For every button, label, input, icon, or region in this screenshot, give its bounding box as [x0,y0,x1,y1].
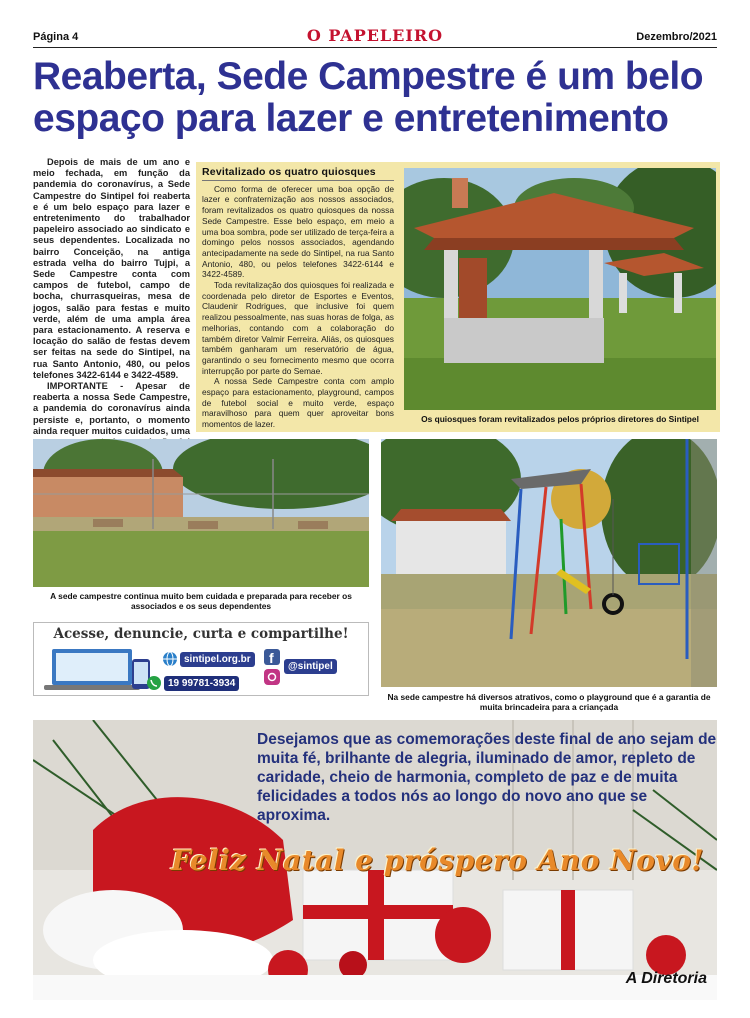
important-text: - Apesar de reaberta a nossa Sede Campestre, a pandemia do coronavírus ainda persiste e, portanto, o momento ainda requer muitos cuidados, uma [33,381,190,436]
kiosk-photo-caption: Os quiosques foram revitalizados pelos próprios diretores do Sintipel [421,414,699,424]
kiosk-paragraph: A nossa Sede Campestre conta com amplo espaço para estacionamento, playground, campos de futebol social e muito verde, espaço maravilhoso para quem quer aproveitar bons momentos de lazer. [202,376,394,430]
page-header [33,26,717,48]
facebook-icon [264,649,280,665]
kiosk-box-text [202,167,394,430]
field-photo-image [33,439,369,587]
devices-illustration-icon [44,647,154,693]
whatsapp-icon [146,675,162,691]
field-photo-caption: A sede campestre continua muito bem cuidada e preparada para receber os associados e os seus dependentes [50,591,352,611]
playground-photo-image [381,439,717,687]
globe-icon [162,651,178,667]
kiosk-box [196,162,720,432]
article-paragraph: Depois de mais de um ano e meio fechada, em função da pandemia do coronavírus, a Sede Campestre do Sintipel foi reaberta e é um belo espaço para lazer e entretenimento do trabalhador papeleiro associado ao sindicato e seus dependentes. Localizada no bairro Conceição, na antiga estrada velha do bairro Tujpi, a Sede Campestre conta com campos de futebol, campo de bocha, churrasqueiras, mesa de jogos, salão para festas e muito verde, além de uma ampla área para estacionamento. A reserva e locação do salão de festas devem ser feitas na sede do Sintipel, na rua Santo Antonio, 480, ou pelos telefones 3422-6144 e 3422-4589. [33,157,190,380]
christmas-greeting: Feliz Natal e próspero Ano Novo! [171,844,705,877]
christmas-greeting-ad [33,720,717,1000]
page-number: Página 4 [33,31,79,43]
kiosk-photo [404,168,716,410]
phone-number[interactable]: 19 99781-3934 [164,676,239,691]
masthead: O PAPELEIRO [306,26,444,45]
christmas-signature: A Diretoria [625,970,707,987]
playground-photo-caption: Na sede campestre há diversos atrativos, como o playground que é a garantia de muita brincadeira para a criançada [387,692,711,712]
important-label: IMPORTANTE [47,381,108,392]
christmas-message: Desejamos que as comemorações deste final de ano sejam de muita fé, brilhante de alegria, iluminado de amor, repleto de caridade, cheio de harmonia, completo de paz e de muita felicidades a todos nós ao longo do novo ano que se aproxima. [257,731,717,824]
social-banner [33,622,369,696]
left-column-article [33,157,190,482]
kiosk-paragraph: Como forma de oferecer uma boa opção de lazer e confraternização aos nossos associados, foram revitalizados os quatro quiosques da nossa Sede Campestre. Esse belo espaço, em meio a uma boa sombra, pode ser utilizado de terça-feira a domingo pelos nossos associados, agendando antecipadamente na sede do Sintipel, na rua Santo Antonio, 480, ou pelos telefones 3422-6144 e 3422-4589. [202,183,394,280]
banner-title: Acesse, denuncie, curta e compartilhe! [53,626,349,642]
website-link[interactable]: sintipel.org.br [180,652,255,667]
social-handle[interactable]: @sintipel [284,659,337,674]
headline: Reaberta, Sede Campestre é um belo espaço para lazer e entretenimento [33,55,704,140]
playground-photo [381,439,717,687]
issue-date: Dezembro/2021 [636,31,717,43]
field-photo [33,439,369,587]
kiosk-photo-image [404,168,716,410]
kiosk-paragraph: Toda revitalização dos quiosques foi realizada e coordenada pelo diretor de Esportes e Eventos, Claudenir Rodrigues, que inclusive foi quem realizou pessoalmente, nas suas horas de folga, as melhorias, contando com a colaboração do também diretor Valmir Ferreira. Aliás, os quiosques também ganharam um reservatório de água, garantindo o seu fornecimento mesmo que ocorra interrupção por parte do Semae. [202,280,394,376]
kiosk-box-title: Revitalizado os quatro quiosques [202,167,394,181]
instagram-icon [264,669,280,685]
svg-text:f: f [269,650,274,665]
